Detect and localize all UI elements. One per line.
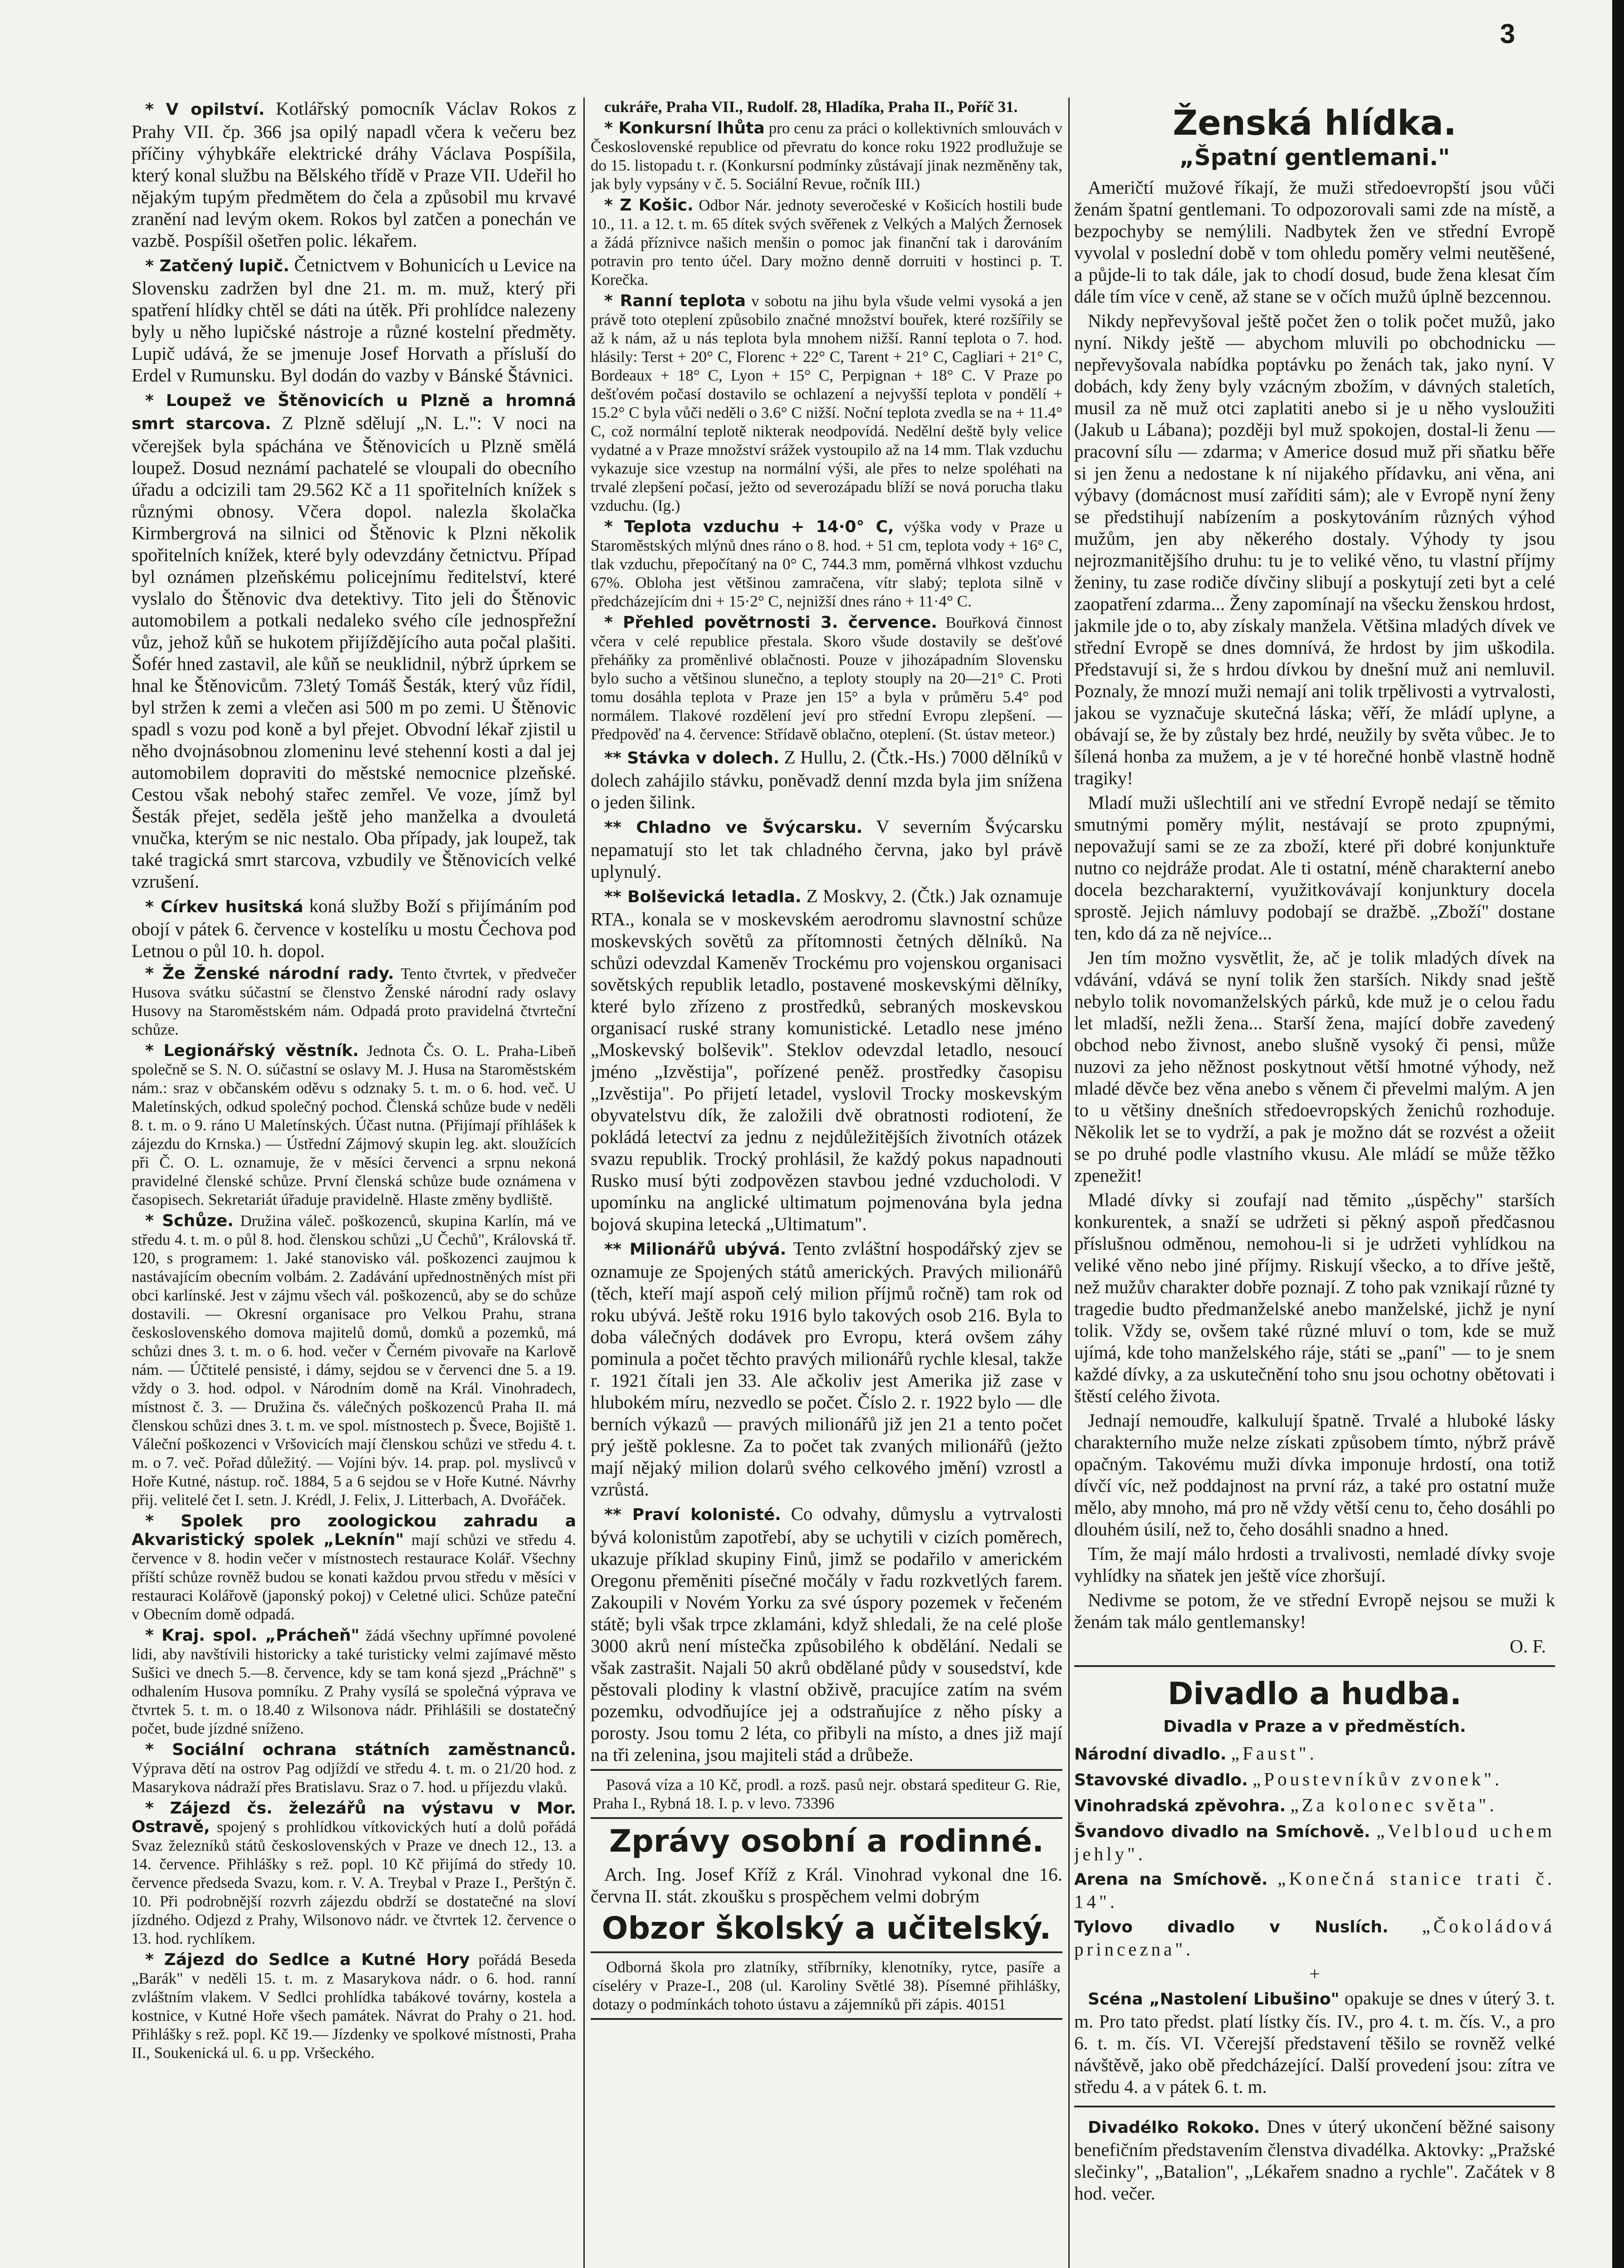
article-paragraph: Američtí mužové říkají, že muži středoevropští jsou vůči ženám špatní gentlemani. To odpozorovali sami zde na místě, a bezpochyby se nemýlili. Nadbytek žen ve střední Evropě vyvolal v poslední době v tom ohledu poměry velmi neutěšené, a půjde-li to tak dále, jak to chodí dosud, bude žena klesat čím dále tím více v ceně, až stane se v očích mužů úplně bezcennou. <box>1074 177 1555 307</box>
news-text: Kotlářský pomocník Václav Rokos z Prahy VII. čp. 366 jsa opilý napadl včera k večeru bez příčiny výhybkáře elektrické dráhy Václava Pospíšila, který konal službu na Bělského třídě v Praze VII. Udeřil ho nějakým tupým předmětem do čela a způsobil mu krvavé zranění nad levým okem. Rokos byl zatčen a ponechán ve vazbě. Pospíšil ošetřen polic. lékařem. <box>132 98 576 251</box>
article-paragraph: Mladé dívky si zoufají nad těmito „úspěchy" starších konkurentek, a snaží se udržeti si pěkný aspoň předčasnou příslušnou odměnou, nemohou-li si je udržeti vyhlídkou na veliké věno nebo jiné příjmy. Riskují všecko, a to dříve ještě, než mužův charakter dobře poznají. Z toho pak vznikají různé ty tragedie budto předmanželské anebo manželské, jichž je nyní tolik. Vždy se, ovšem také různé mluví o tom, kde se muž ujímá, kde toho manželského ráje, státi se „paní" — to je snem každé dívky, a za uskutečnění toho snu jsou ochotny obětovati i štěstí celého života. <box>1074 1189 1555 1406</box>
article-paragraph: Tím, že mají málo hrdosti a trvalivosti, nemladé dívky svoje vyhlídky na sňatek jen ještě více zhoršují. <box>1074 1543 1555 1586</box>
news-heading: * Ranní teplota <box>604 292 746 310</box>
notice-scene <box>1074 1987 1555 2097</box>
theatre-name: Arena na Smíchově. <box>1074 1870 1268 1889</box>
notice-rokoko <box>1074 2116 1555 2204</box>
news-text: Arch. Ing. Josef Kříž z Král. Vinohrad vykonal dne 16. června II. stát. zkoušku s prospěchem velmi dobrým <box>591 1864 1062 1906</box>
theatre-item <box>1074 1915 1555 1960</box>
news-heading: * Konkursní lhůta <box>604 119 765 137</box>
news-text: koná služby Boží s přijímáním pod obojí v pátek 6. července v kostelíku u mostu Čechova pod Letnou o půl 10. h. dopol. <box>132 895 576 961</box>
theatre-play: „Konečná stanice trati č. 14". <box>1074 1868 1555 1912</box>
article-paragraph: Mladí muži ušlechtilí ani ve střední Evropě nedají se těmito smutnými poměry mýlit, nestávají se proto zpupnými, nepovažují sami se ze za zboží, které při dobré konjunktuře nutno co nejdráže prodat. Ale ti ostatní, méně charakterní anebo docela bezcharakterní, využitkovávají konjunktury docela sprostě. Jejich námluvy podobají se dražbě. „Zboží" dostane ten, kdo dá za ně nejvíce... <box>1074 792 1555 943</box>
theatre-play: „Čokoládová princezna". <box>1074 1916 1555 1960</box>
news-item <box>591 613 1062 743</box>
news-text: výška vody v Praze u Staroměstských mlýnů dnes ráno o 8. hod. + 51 cm, teplota vody + 16° C, tlak vzduchu, přepočítaný na 0° C, 744.3 mm, poměrná vlhkost vzduchu 67%. Obloha jest většinou zamračena, vítr slabý; teplota silně v předcházejícím dni + 15·2° C, nejnižší dnes ráno + 11·4° C. <box>591 518 1062 610</box>
article-paragraph: Nedivme se potom, že ve střední Evropě nejsou se muži k ženám tak málo gentlemansky! <box>1074 1589 1555 1632</box>
theatre-play: „Za kolonec světa". <box>1290 1794 1497 1815</box>
news-heading: * Schůze. <box>145 1212 234 1230</box>
news-text: v sobotu na jihu byla všude velmi vysoká a jen právě toto oteplení způsobilo značné množství bouřek, které rozšířily se až k nám, až u nás teplota byla mnohem nižší. Ranní teplota o 7. hod. hlásily: Terst + 20° C, Florenc + 22° C, Tarent + 21° C, Cagliari + 21° C, Bordeaux + 18° C, Lyon + 15° C, Perpignan + 18° C. V Praze po dešťovém počasí dostavilo se ochlazení a nejvyšší teplota v pondělí + 15.2° C byla vůči neděli o 3.6° C nižší. Noční teplota zvedla se na + 11.4° C, což normální teplotě nikterak neodpovídá. Nedělní deště byly velice vydatné a v Praze množství srážek vystoupilo až na 14 mm. Tlak vzduchu vykazuje sice vzestup na normální výši, ale přes to nelze spoléhati na trvalé zlepšení počasí, ježto od severozápadu blíží se nová porucha tlaku vzduchu. (Ig.) <box>591 292 1062 514</box>
news-heading: * Kraj. spol. „Prácheň" <box>145 1626 360 1645</box>
news-heading: * Zatčený lupič. <box>145 257 289 275</box>
news-item <box>591 1863 1062 1907</box>
news-heading: ** Bolševická letadla. <box>604 888 802 906</box>
theatre-name: Stavovské divadlo. <box>1074 1771 1248 1789</box>
column-news-middle <box>591 98 1062 2268</box>
section-divider <box>1074 2106 1555 2107</box>
news-heading: * Přehled povětrnosti 3. července. <box>604 613 938 632</box>
column-womens-watch <box>1074 98 1555 2268</box>
news-heading: ** Praví kolonisté. <box>604 1505 781 1524</box>
page-number: 3 <box>1500 19 1515 49</box>
section-title: Ženská hlídka. <box>1173 103 1457 143</box>
news-item <box>132 1041 576 1209</box>
news-item <box>132 1626 576 1738</box>
notice-text: opakuje se dnes v úterý 3. t. m. Pro tato předst. platí lístky čís. IV., pro 4. t. m. čís. V., a pro 6. t. m. čís. VI. Včerejší představení těšilo se rovněž velké návštěvě, jako obě předcházející. Další provedení jsou: zítra ve středu 4. a v pátek 6. t. m. <box>1074 1988 1555 2097</box>
news-item <box>132 1512 576 1623</box>
theatre-item <box>1074 1820 1555 1865</box>
article-paragraph: Jen tím možno vysvětlit, že, ač je tolik mladých dívek na vdávání, vdává se nyní tolik žen starších. Nikdy snad ještě nebylo tolik novomanželských párků, kde muž je o celou řadu let mladší, nežli žena... Starší žena, mající dobře zavedený obchod nebo živnost, anebo slušně vysoký či pensi, může nuzovi za jeho něžnost poskytnout větší hmotné výhody, než mladé děvče bez věna anebo s věnem či převelmi malým. A jen to u většiny dnešních středoevropských ženichů rozhoduje. Několik let se to vydrží, a pak je možno dát se rozvést a ožeiit se po druhé podle vlastního vkusu. Ale mládí se může těžko zpenežit! <box>1074 947 1555 1186</box>
news-heading: * Z Košic. <box>604 196 694 215</box>
advertisement <box>591 1951 1062 2020</box>
news-heading: ** Chladno ve Švýcarsku. <box>604 818 863 837</box>
news-text: Jednota Čs. O. L. Praha-Libeň společně se S. N. O. súčastní se oslavy M. J. Husa na Staroměstském nám.: sraz v občanském oděvu s odznaky 5. t. m. o 6. hod. več. U Maletínských, odkud společný pochod. Členská schůze bude v neděli 8. t. m. o 9. ráno U Maletínských. Účast nutna. (Přijímají příhlášek k zájezdu do Krnska.) — Ústřední Zájmový skupin leg. akt. sloužících při Č. O. L. oznamuje, že v měsíci červenci a srpnu nekoná pravidelné členské schůze. První členská schůze bude oznámena v časopisech. Sekretariát úřaduje pravidelně. Hlaste změny bydliště. <box>132 1042 576 1208</box>
news-text: Z Hullu, 2. (Čtk.-Hs.) 7000 dělníků v dolech zahájilo stávku, poněvadž denní mzda byla jim snížena o jeden šilink. <box>591 747 1062 812</box>
news-text: Z Moskvy, 2. (Čtk.) Jak oznamuje RTA., konala se v moskevském aerodromu slavnostní schůze moskevských sovětů za přítomnosti četných dělníků. Na schůzi odevzdal Kameněv Trockému pro vojenskou organisaci sovětských republik letadlo, postavené moskevskými dělníky, které bylo zřízeno z prostředků, sebraných moskevskou organisací ruské strany komunistické. Letadlo nese jméno „Moskevský bolševik". Steklov odevzdal letadlo, nesoucí jméno „Izvěstija", pořízené peněž. prostředky časopisu „Izvěstija". Po přijetí letadel, vyslovil Trocky moskevským obyvatelstvu dík, že založili dvě obratnosti rodiotení, že pokládá letectví za jednu z nejdůležitějších životních otázek svazu republik. Trocký prohlásil, že každý pokus napadnouti Rusko musí býti zodpovězen stavbou jedné vzducholodi. V upomínku na anglické ultimatum pojmenována byla jedna bojová skupina letecká „Ultimatum". <box>591 885 1062 1234</box>
theatre-section-title: Divadlo a hudba. <box>1168 1676 1462 1712</box>
news-text: Odbor Nár. jednoty severočeské v Košicích hostili bude 10., 11. a 12. t. m. 65 dítek svých svěřenek z Velkých a Malých Žernosek a žádá příznivce našich menšin o pomoc jak finanční tak i darováním potravin pro tento účel. Dary možno denně dorruiti v hostinci p. T. Korečka. <box>591 196 1062 288</box>
news-heading: * Teplota vzduchu + 14·0° C, <box>604 518 894 536</box>
news-item <box>591 98 1062 116</box>
news-text: Z Plzně sdělují „N. L.": V noci na včerejšek byla spáchána ve Štěnovicích u Plzně smělá loupež. Dosud neznámí pachatelé se vloupali do obecního úřadu a odcizili tam 29.562 Kč a 11 spořitelních knížek s různými obnosy. Včera dopol. nalezla školačka Kirmbergrová na silnici od Štěnovic k Plzni několik spořitelních knížek, které byly odevzdány četnictvu. Případ byl oznámen plzeňskému policejnímu ředitelství, které vyslalo do Štěnovic dva detektivy. Tito jeli do Štěnovic automobilem a potkali nedaleko svého cíle jednospřežní vůz, jehož kůň se hukotem přijíždějícího auta počal plašiti. Šofér hned zastavil, ale kůň se neuklidnil, nýbrž úprkem se hnal ke Štěnovicům. 73letý Tomáš Šesták, který vůz řídil, byl stržen k zemi a vlečen asi 500 m po zemi. U Štěnovic spadl s vozu pod koně a byl přejet. Obvodní lékař zjistil u něho dvojnásobnou zlomeninu levé stehenní kosti a dal jej automobilem dopraviti do městské nemocnice plzeňské. Cestou však nebohý stařec zemřel. Ve voze, jímž byl Šesták přejet, seděla ještě jeho manželka a dvouletá vnučka, kterým se nic nestalo. Oba případy, jak loupež, tak také tragická smrt starcova, vzbudily ve Štěnovicích velké vzrušení. <box>132 412 576 892</box>
news-heading: * Církev husitská <box>145 898 303 916</box>
news-item <box>591 1503 1062 1765</box>
article-paragraph: Jednají nemoudře, kalkulují špatně. Trvalé a hluboké lásky charakterního muže nelze získati způsobem tímto, nýbrž právě opačným. Takovému muži dívka imponuje hrdostí, ona totiž dívčí víc, než poddajnost na první ráz, a také pro ostatní muže mělo, aby mnoho, má pro ně vždy větší cenu to, čeho dosáhli po dlouhém úsilí, než to, čeho dosáhli snadno a hned. <box>1074 1410 1555 1540</box>
section-divider <box>1074 1665 1555 1667</box>
news-text: pro cenu za práci o kollektivních smlouvách v Československé republice od převratu do konce roku 1922 prodlužuje se do 15. listopadu t. r. (Konkursní podmínky zůstávají jinak nezměněny tak, jak byly vypsány v č. 5. Sociální Revue, ročník III.) <box>591 119 1062 193</box>
news-heading: * Loupež ve Štěnovicích u Plzně a hromná smrt starcova. <box>132 391 576 433</box>
theatre-name: Vinohradská zpěvohra. <box>1074 1797 1286 1815</box>
news-item <box>132 1212 576 1509</box>
theatre-item <box>1074 1794 1555 1817</box>
news-heading: * V opilství. <box>145 100 265 119</box>
theatre-item <box>1074 1867 1555 1912</box>
column-news-left <box>132 98 576 2268</box>
column-rule <box>1068 98 1070 2268</box>
news-item <box>132 964 576 1039</box>
article-paragraph: Nikdy nepřevyšoval ještě počet žen o tolik počet mužů, jako nyní. Nikdy ještě — abychom mluvili po obchodnicku — nepřevyšovala nabídka poptávku po ženách tak, jako nyní. V dobách, kdy ženy byly vzácným zbožím, v dávných staletích, musil za ně muž otci zaplatiti anebo si je u něho vysloužiti (Jakub u Lábana); později byl muž spokojen, dostal-li ženu — pracovní sílu — zdarma; v Americe dosud muž při sňatku běře si jen ženu a nedostane k ní nijakého přídavku, ani věna, ani výbavy (domácnost musí zaříditi sám); ale v Evropě nyní ženy se předstihují nabízením a poskytováním různých výhod mužům, jen aby někerého dostaly. Výhody ty jsou nejrozmanitějšího druhu: tu je to veliké věno, tu vlastní příjmy ženiny, tu zase rodiče dívčiny slibují a poskytují zeti byt a celé zaopatření zdarma... Ženy zapomínají na všecku ženskou hrdost, jakmile jde o to, aby získaly manžela. Většina mladých dívek ve střední Evropě se dnes domnívá, že hrdost by jim uškodila. Představují si, že s hrdou dívkou by dnešní muž ani nemluvil. Poznaly, že mnozí muži nemají ani tolik trpělivosti a vytrvalosti, jakou se vyznačuje skutečná láska; věří, že mládí uplyne, a obávají se, že by zůstaly bez hrdé, neužily by světa vůbec. Je to šílená honba za mužem, a je v té horečné honbě vlastně hodně tragiky! <box>1074 310 1555 788</box>
theatre-name: Švandovo divadlo na Smíchově. <box>1074 1823 1370 1841</box>
news-item <box>132 254 576 386</box>
article-body <box>1074 176 1555 1633</box>
theatre-item <box>1074 1742 1555 1765</box>
theatre-play: „Poustevníkův zvonek". <box>1252 1769 1503 1789</box>
news-heading: * Zájezd do Sedlce a Kutné Hory <box>145 1950 470 1969</box>
news-heading: ** Milionářů ubývá. <box>604 1240 787 1259</box>
news-heading: * Legionářský věstník. <box>145 1041 359 1060</box>
advertisement <box>591 1769 1062 1819</box>
news-item <box>132 1950 576 2062</box>
notice-heading: Divadélko Rokoko. <box>1088 2118 1260 2137</box>
news-item <box>132 1740 576 1796</box>
notice-text: Dnes v úterý ukončení běžné saisony benefičním představením členstva divadélka. Aktovky: „Pražské slečinky", „Batalion", „Lékařem snadno a rychle". Začátek v 8 hod. večer. <box>1074 2116 1555 2204</box>
news-item <box>591 292 1062 515</box>
notice-heading: Scéna „Nastolení Libušino" <box>1088 1990 1340 2009</box>
news-item <box>591 196 1062 289</box>
separator-cross: + <box>1309 1963 1320 1984</box>
news-item <box>591 1237 1062 1500</box>
news-text: Tento zvláštní hospodářský zjev se oznamuje ze Spojených států amerických. Pravých milionářů (těch, kteří mají aspoň celý milion příjmů ročně) tam rok od roku ubývá. Ještě roku 1916 bylo takových osob 216. Byla to doba válečných dodávek pro Evropu, která ovšem záhy pominula a počet těchto pravých milionářů rychle klesal, takže r. 1921 čítali jen 33. Ale ačkoliv jest Amerika již zase v hlubokém míru, nezvedlo se počet. Číslo 2. r. 1922 bylo — dle berních výkazů — pravých milionářů již jen 21 a tento počet prý ještě poklesne. Za to počet tak zvaných milionářů (ježto mají nějaký milion dolarů svého celkového jmění) vzrostl a vzrůstá. <box>591 1238 1062 1500</box>
news-item <box>132 1799 576 1948</box>
news-heading: * Zájezd čs. železářů na výstavu v Mor. Ostravě, <box>132 1799 576 1836</box>
author-signature: O. F. <box>1510 1636 1546 1657</box>
article-title: „Špatní gentlemani." <box>1179 144 1450 171</box>
news-text: pořádá Beseda „Barák" v neděli 15. t. m. z Masarykova nádr. o 6. hod. ranní zvláštním vlakem. V Sedlci prohlídka tabákové továrny, kostela a kostnice, v Kutné Hoře všech památek. Návrat do Prahy o 21. hod. Přihlášky s rež. popl. Kč 19.— Jízdenky ve spolkové místnosti, Praha II., Soukenická ul. 6. u pp. Vršeckého. <box>132 1951 576 2062</box>
theatre-play: „Velbloud uchem jehly". <box>1074 1820 1555 1864</box>
section-title: Zprávy osobní a rodinné. <box>609 1823 1044 1859</box>
news-item <box>591 119 1062 193</box>
news-item <box>591 885 1062 1235</box>
news-text: žádá všechny upřímné povolené lidi, aby navštívili historicky a také turisticky velmi zajímavé město Sušici ve dnech 5.—8. července, kdy se tam koná sjezd „Práchně" s odhalením Husova pomníku. Z Prahy vysílá se společná výprava ve čtvrtek 5. t. m. o 18.40 z Wilsonova nádr. Přihlášili se dostatečný počet, bude jízdné sníženo. <box>132 1627 576 1737</box>
news-text: Pasová víza a 10 Kč, prodl. a rozš. pasů nejr. obstará spediteur G. Rie, Praha I., Rybná 18. I. p. v levo. 73396 <box>592 1776 1061 1812</box>
theatre-item <box>1074 1768 1555 1791</box>
news-text: Tento čtvrtek, v předvečer Husova svátku súčastní se členstvo Ženské národní rady oslavy Husovy na Staroměstském nám. Odpadá proto pravidelná čtvrteční schůze. <box>132 965 576 1038</box>
theatre-listing <box>1074 1742 1555 1960</box>
theatre-play: „Faust". <box>1231 1743 1317 1764</box>
news-item <box>132 895 576 962</box>
news-heading: * Spolek pro zoologickou zahradu a Akvaristický spolek „Leknín" <box>132 1512 576 1549</box>
news-text: Četnictvem v Bohunicích u Levice na Slovensku zadržen byl dne 21. m. m. muž, který při spatření hlídky chtěl se dáti na útěk. Při prohlídce nalezeny byly u něho lupičské nástroje a různé kostelní předměty. Lupič udává, že se jmenuje Josef Horvath a přísluší do Erdel v Rumunsku. Byl dodán do vazby v Bánské Štávnici. <box>132 254 576 386</box>
column-rule <box>583 98 585 2268</box>
news-text: mají schůzi ve středu 4. července v 8. hodin večer v místnostech restaurace Kolář. Všechny příští schůze rovněž budou se konati každou prvou středu v měsíci v restauraci Kolářově (japonský pokoj) v Celetné ulici. Schůze pateční v Obecním domě odpadá. <box>132 1531 576 1623</box>
news-text: Výprava dětí na ostrov Pag odjíždí ve středu 4. t. m. o 21/20 hod. z Masarykova nádraží přes Bratislavu. Sraz o 7. hod. u příjezdu vlaků. <box>132 1760 576 1796</box>
news-text: Družina váleč. poškozenců, skupina Karlín, má ve středu 4. t. m. o půl 8. hod. členskou schůzi „U Čechů", Královská tř. 120, s programem: 1. Jaké stanovisko vál. poškozenci zaujmou k nastávajícím obecním volbám. 2. Zadávání upřednostněných míst při obci karlínské. Jest v zájmu všech vál. poškozenců, aby se do schůze dostavili. — Okresní organisace pro Velkou Prahu, strana československého domova majitelů domů, domků a pozemků, má schůzi dnes 3. t. m. o 6. hod. večer v Černém pivovaře na Karlově nám. — Účtitelé pensisté, i dámy, sejdou se v červenci dne 5. a 19. vždy o 3. hod. odpol. v Národním domě na Král. Vinohradech, místnost č. 3. — Družina čs. válečných poškozenců Praha II. má členskou schůzi dnes 3. t. m. ve spol. místnostech p. Švece, Bojiště 1. Váleční poškozenci v Vršovicích mají členskou schůzi ve středu 4. t. m. o 7. več. Pořad důležitý. — Vojíni býv. 14. prap. pol. myslivců v Hoře Kutné, nástup. roč. 1884, 5 a 6 sejdou se v Hoře Kutné. Návrhy přij. velitelé čet I. setn. J. Krédl, J. Felix, J. Litterbach, A. Dvořáček. <box>132 1212 576 1509</box>
news-item <box>591 518 1062 611</box>
news-text: Co odvahy, důmyslu a vytrvalosti bývá kolonistům zapotřebí, aby se uchytili v cizích poměrech, ukazuje příklad skupiny Finů, jimž se podařilo v americkém Oregonu přeměniti písečné močály v řadu rozkvetlých farem. Zakoupili v Novém Yorku za své úspory pozemek v řečeném státě; byli však trpce zklamáni, když shledali, že na celé ploše 3000 akrů není místečka způsobilého k obdělání. Nedali se však zastrašit. Najali 50 akrů obdělané půdy v sousedství, kde pěstovali plodiny k vlastní obživě, pracujíce zatím na svém pozemku, odvodňujíce jej a odstraňujíce z něho písky a porosty. Jsou tomu 2 léta, co přibyli na místo, a dnes již mají na tři zelenina, jsou majiteli stád a drůbeže. <box>591 1503 1062 1765</box>
news-text: spojený s prohlídkou vítkovických hutí a dolů pořádá Svaz železníků států československých v Praze ve dnech 12., 13. a 14. července. Přihlášky s rež. popl. 10 Kč přijímá do středy 10. července předseda Svazu, kom. r. V. A. Treybal v Praze I., Perštýn č. 10. Při podrobnější rozvrh zájezdu obdrží se dostatečné na sloví jízdného. Odjezd z Prahy, Wilsonovo nádr. ve čtvrtek 12. července o 13. hod. rychlíkem. <box>132 1818 576 1947</box>
scan-edge <box>1612 0 1624 2268</box>
theatre-section-subtitle: Divadla v Praze a v předměstích. <box>1163 1717 1466 1736</box>
news-text: Bouřková činnost včera v celé republice přestala. Skoro všude dostavily se dešťové přeháňky za proměnlivé oblačnosti. Pouze v jihozápadním Slovensku bylo sucho a většinou slunečno, a teploty stouply na 20—21° C. Proti tomu dosáhla teplota v Praze jen 15° a byla v průměru 5.4° pod normálem. Tlakové rozdělení jeví pro střední Evropu zlepšení. — Předpověď na 4. července: Střídavě oblačno, oteplení. (St. ústav meteor.) <box>591 614 1062 743</box>
news-item <box>132 389 576 892</box>
section-title: Obzor školský a učitelský. <box>602 1911 1052 1946</box>
news-text: Odborná škola pro zlatníky, stříbrníky, klenotníky, rytce, pasíře a císeléry v Praze-I., 208 (ul. Karoliny Světlé 38). Písemné přihlášky, dotazy o podmínkách tohoto ústavu a zájemníků při zápis. 40151 <box>592 1958 1061 2013</box>
news-heading: ** Stávka v dolech. <box>604 749 780 767</box>
news-item <box>132 98 576 251</box>
theatre-name: Tylovo divadlo v Nuslích. <box>1074 1918 1389 1936</box>
theatre-name: Národní divadlo. <box>1074 1745 1227 1764</box>
news-item <box>591 816 1062 882</box>
news-heading: * Sociální ochrana státních zaměstnanců. <box>145 1740 576 1759</box>
news-text: V severním Švýcarsku nepamatují sto let tak chladného června, jako byl právě uplynulý. <box>591 816 1062 882</box>
news-item <box>591 746 1062 813</box>
news-heading: * Že Ženské národní rady. <box>145 964 394 983</box>
news-text: cukráře, Praha VII., Rudolf. 28, Hladíka, Praha II., Poříč 31. <box>604 98 1018 116</box>
